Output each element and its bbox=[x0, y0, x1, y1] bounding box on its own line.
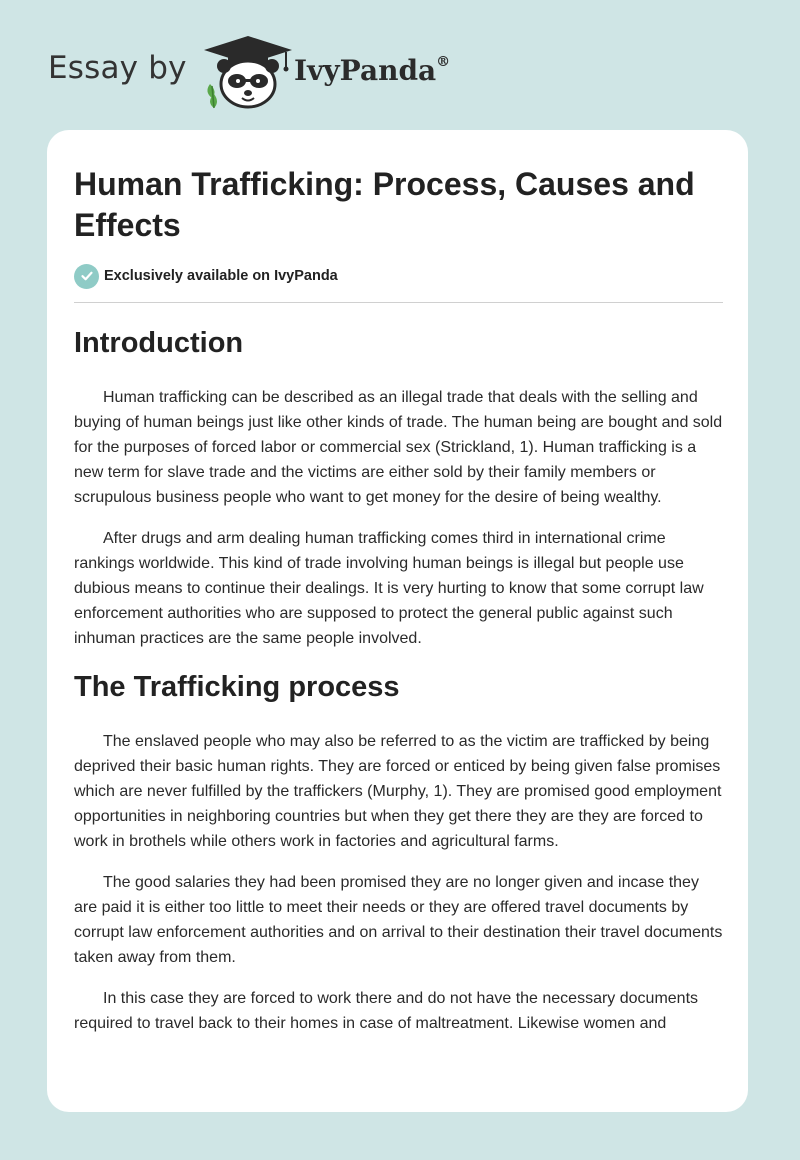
paragraph: The enslaved people who may also be referred to as the victim are trafficked by being deprived their basic human rights. They are forced or enticed by being given false promises which are never fulfilled by the traffickers (Murphy, 1). They are promised good employment opportunities in neighboring countries but when they get there they are they are forced to work in brothels while others work in factories and agricultural farms. bbox=[74, 733, 722, 850]
section-heading-introduction: Introduction bbox=[74, 327, 244, 359]
check-icon bbox=[74, 264, 99, 289]
article-card bbox=[47, 130, 748, 1112]
brand-name[interactable] bbox=[294, 54, 450, 87]
exclusive-badge bbox=[74, 263, 338, 289]
page-title: Human Trafficking: Process, Causes and Effects bbox=[74, 166, 695, 243]
registered-mark: ® bbox=[436, 53, 451, 70]
divider bbox=[74, 302, 723, 303]
essay-by-label: Essay by bbox=[48, 50, 187, 86]
exclusive-badge-label: Exclusively available on IvyPanda bbox=[104, 268, 338, 284]
paragraph: The good salaries they had been promised they are no longer given and incase they are paid it is either too little to meet their needs or they are offered travel documents by corrupt law enforcement authorities and on arrival to their destination their travel documents taken away from them. bbox=[74, 874, 723, 966]
paragraph: In this case they are forced to work there and do not have the necessary documents required to travel back to their homes in case of maltreatment. Likewise women and bbox=[74, 990, 699, 1032]
article-body bbox=[74, 322, 724, 1036]
paragraph: After drugs and arm dealing human trafficking comes third in international crime rankings worldwide. This kind of trade involving human beings is illegal but people use dubious means to continue their dealings. It is very hurting to know that some corrupt law enforcement authorities who are supposed to protect the general public against such inhuman practices are the same people involved. bbox=[74, 530, 704, 647]
panda-graduate-icon[interactable] bbox=[200, 34, 296, 110]
site-header bbox=[0, 0, 800, 130]
paragraph: Human trafficking can be described as an illegal trade that deals with the selling and buying of human beings just like other kinds of trade. The human being are bought and sold for the purposes of forced labor or commercial sex (Strickland, 1). Human trafficking is a new term for slave trade and the victims are either sold by their family members or scrupulous business people who want to get money for the desire of being wealthy. bbox=[74, 389, 723, 506]
brand-label: IvyPanda bbox=[294, 54, 437, 87]
section-heading-trafficking-process: The Trafficking process bbox=[74, 671, 400, 703]
